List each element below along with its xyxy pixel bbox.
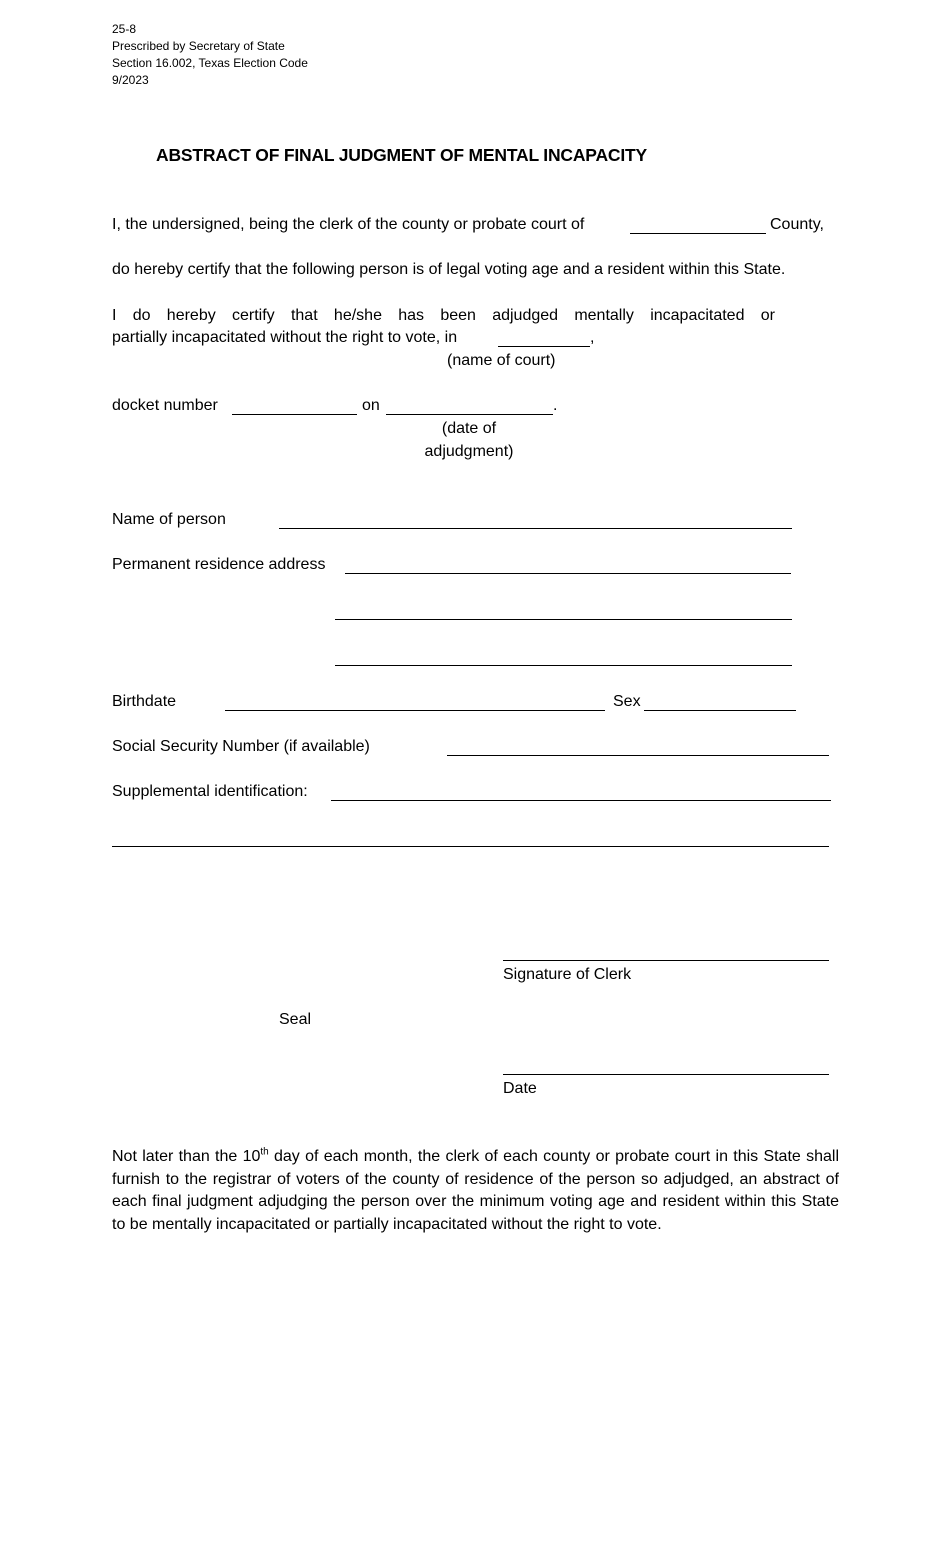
adjudgment-date-field[interactable] xyxy=(386,414,553,415)
adjudged-line2-suffix: , xyxy=(590,329,595,346)
form-number: 25-8 xyxy=(112,22,137,36)
clerk-signature-field[interactable] xyxy=(503,960,829,961)
address-label: Permanent residence address xyxy=(112,556,326,573)
name-field[interactable] xyxy=(279,528,792,529)
on-label: on xyxy=(362,397,380,414)
date-caption-line1: (date of xyxy=(441,420,497,437)
docket-end: . xyxy=(553,397,558,414)
footer-text-start: Not later than the 10 xyxy=(112,1148,261,1165)
supplemental-field-line1[interactable] xyxy=(331,800,831,801)
footer-notice xyxy=(112,1146,839,1236)
seal-label: Seal xyxy=(279,1011,312,1028)
certify-line1-suffix: County, xyxy=(770,216,824,233)
address-field-line1[interactable] xyxy=(345,573,791,574)
ssn-field[interactable] xyxy=(447,755,829,756)
court-name-field[interactable] xyxy=(498,346,590,347)
supplemental-field-line2[interactable] xyxy=(112,846,829,847)
name-label: Name of person xyxy=(112,511,226,528)
adjudged-line1: I do hereby certify that he/she has been adjudged mentally incapacitated or xyxy=(112,307,775,324)
supplemental-label: Supplemental identification: xyxy=(112,783,308,800)
adjudged-line2-prefix: partially incapacitated without the right to vote, in xyxy=(112,329,458,346)
ssn-label: Social Security Number (if available) xyxy=(112,738,370,755)
certify-line2: do hereby certify that the following person is of legal voting age and a resident within this State. xyxy=(112,261,786,278)
footer-superscript: th xyxy=(260,1146,269,1158)
docket-label: docket number xyxy=(112,397,218,414)
footer-text-end: day of each month, the clerk of each county or probate court in this State shall furnish to the registrar of voters of the county of residence of the person so adjudged, an abstract of each final judgment adjudging the person over the minimum voting age and resident within this State to be mentally incapacitated or partially incapacitated without the right to vote. xyxy=(112,1148,840,1233)
sex-field[interactable] xyxy=(644,710,796,711)
signature-date-field[interactable] xyxy=(503,1074,829,1075)
address-field-line3[interactable] xyxy=(335,665,792,666)
date-caption-line2: adjudgment) xyxy=(424,443,514,460)
address-field-line2[interactable] xyxy=(335,619,792,620)
code-section: Section 16.002, Texas Election Code xyxy=(112,56,308,70)
birthdate-label: Birthdate xyxy=(112,693,177,710)
birthdate-field[interactable] xyxy=(225,710,605,711)
sex-label: Sex xyxy=(613,693,641,710)
county-field[interactable] xyxy=(630,233,766,234)
prescribed-by: Prescribed by Secretary of State xyxy=(112,39,285,53)
page-title: ABSTRACT OF FINAL JUDGMENT OF MENTAL INCAPACITY xyxy=(156,145,647,165)
clerk-signature-label: Signature of Clerk xyxy=(503,966,632,983)
docket-number-field[interactable] xyxy=(232,414,357,415)
name-of-court-caption: (name of court) xyxy=(447,352,556,369)
signature-date-label: Date xyxy=(503,1080,537,1097)
certify-line1-prefix: I, the undersigned, being the clerk of the county or probate court of xyxy=(112,216,585,233)
revision-date: 9/2023 xyxy=(112,73,149,87)
